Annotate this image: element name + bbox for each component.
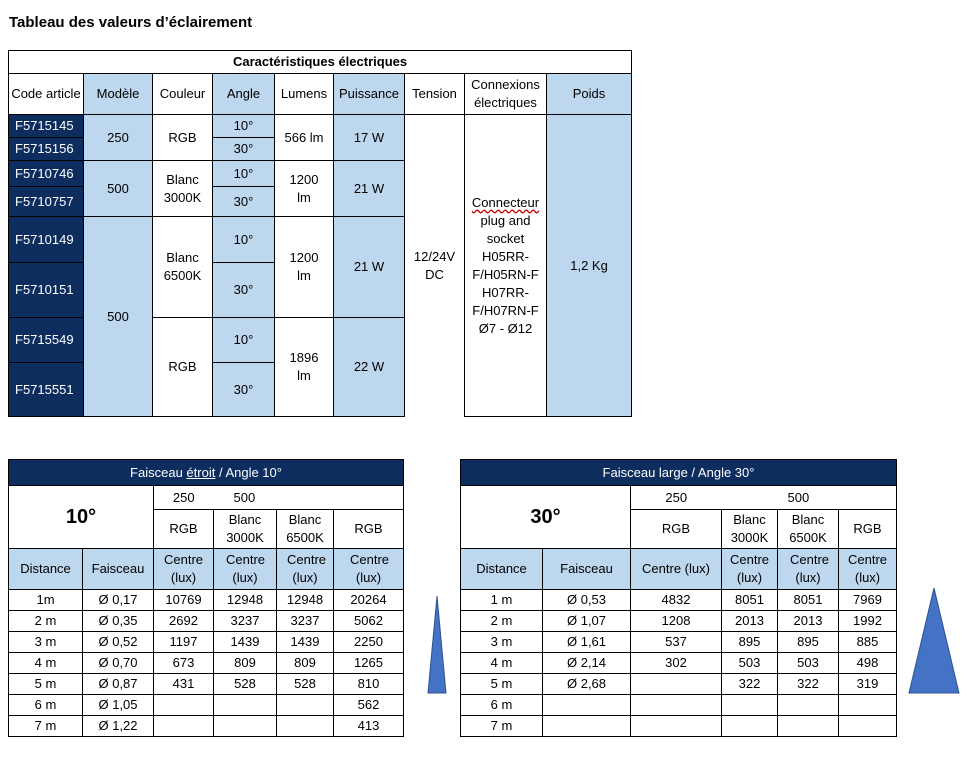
narrow-centre-cell	[154, 695, 214, 716]
wide-distance-cell: 3 m	[461, 632, 543, 653]
col-header-power: Puissance	[334, 74, 405, 115]
wide-centre-cell	[631, 716, 722, 737]
wide-centre-cell: 537	[631, 632, 722, 653]
angle-cell: 10°	[213, 217, 275, 263]
wide-centre-cell: 322	[778, 674, 839, 695]
narrow-distance-cell: 3 m	[9, 632, 83, 653]
angle-cell: 30°	[213, 263, 275, 318]
wide-faisceau-cell: Ø 1,07	[543, 611, 631, 632]
narrow-faisceau-header: Faisceau	[83, 549, 154, 590]
col-header-weight: Poids	[547, 74, 632, 115]
narrow-beam-table	[8, 459, 404, 737]
wide-centre-cell	[839, 716, 897, 737]
narrow-distance-cell: 4 m	[9, 653, 83, 674]
wide-distance-cell: 6 m	[461, 695, 543, 716]
wide-faisceau-cell: Ø 0,53	[543, 590, 631, 611]
wide-row	[461, 674, 897, 695]
narrow-faisceau-cell: Ø 1,22	[83, 716, 154, 737]
col-header-color: Couleur	[153, 74, 213, 115]
narrow-centre-cell: 1439	[277, 632, 334, 653]
narrow-centre-cell	[214, 716, 277, 737]
narrow-centre-cell: 413	[334, 716, 404, 737]
wide-beam-rows	[461, 590, 897, 737]
wide-centre-header: Centre (lux)	[722, 549, 778, 590]
power-cell: 22 W	[334, 318, 405, 417]
code-cell: F5710757	[9, 187, 84, 217]
narrow-centre-cell: 562	[334, 695, 404, 716]
narrow-centre-header: Centre (lux)	[277, 549, 334, 590]
wide-distance-header: Distance	[461, 549, 543, 590]
narrow-centre-cell: 1197	[154, 632, 214, 653]
wide-centre-cell: 8051	[778, 590, 839, 611]
col-header-angle: Angle	[213, 74, 275, 115]
tension-cell: 12/24V DC	[405, 115, 465, 417]
wide-centre-header: Centre (lux)	[839, 549, 897, 590]
wide-faisceau-cell: Ø 2,14	[543, 653, 631, 674]
angle-cell: 10°	[213, 318, 275, 363]
narrow-col-3000k: Blanc 3000K	[214, 510, 277, 549]
narrow-distance-cell: 6 m	[9, 695, 83, 716]
narrow-beam-triangle-icon	[426, 595, 448, 695]
narrow-header-post: / Angle 10°	[215, 464, 282, 480]
wide-centre-cell: 503	[722, 653, 778, 674]
wide-centre-cell: 895	[722, 632, 778, 653]
power-cell: 17 W	[334, 115, 405, 161]
wide-faisceau-cell: Ø 2,68	[543, 674, 631, 695]
narrow-centre-cell	[154, 716, 214, 737]
narrow-faisceau-cell: Ø 0,35	[83, 611, 154, 632]
connexion-word: Connecteur	[471, 194, 540, 210]
wide-col-6500k: Blanc 6500K	[778, 510, 839, 549]
wide-centre-cell	[778, 716, 839, 737]
wide-distance-cell: 7 m	[461, 716, 543, 737]
narrow-centre-cell	[214, 695, 277, 716]
narrow-centre-cell: 2692	[154, 611, 214, 632]
narrow-faisceau-cell: Ø 1,05	[83, 695, 154, 716]
narrow-row	[9, 695, 404, 716]
narrow-centre-cell: 431	[154, 674, 214, 695]
wide-beam-triangle-icon	[907, 587, 961, 695]
narrow-centre-cell: 1439	[214, 632, 277, 653]
angle-cell: 30°	[213, 187, 275, 217]
narrow-row	[9, 611, 404, 632]
weight-cell: 1,2 Kg	[547, 115, 632, 417]
narrow-centre-cell	[277, 695, 334, 716]
narrow-header-word: étroit	[186, 464, 216, 480]
col-header-model: Modèle	[84, 74, 153, 115]
wide-centre-cell: 4832	[631, 590, 722, 611]
narrow-centre-cell: 2250	[334, 632, 404, 653]
narrow-centre-cell: 810	[334, 674, 404, 695]
narrow-centre-cell: 3237	[214, 611, 277, 632]
wide-col-3000k: Blanc 3000K	[722, 510, 778, 549]
model-cell: 500	[84, 161, 153, 217]
wide-angle-label: 30°	[461, 486, 631, 549]
narrow-distance-cell: 7 m	[9, 716, 83, 737]
lumens-cell: 1200 lm	[275, 161, 334, 217]
wide-row	[461, 632, 897, 653]
connexions-cell	[465, 115, 547, 417]
wide-centre-cell: 319	[839, 674, 897, 695]
table1-header: Caractéristiques électriques	[9, 51, 632, 74]
narrow-centre-cell: 5062	[334, 611, 404, 632]
code-cell: F5710151	[9, 263, 84, 318]
narrow-centre-cell: 809	[214, 653, 277, 674]
wide-distance-cell: 1 m	[461, 590, 543, 611]
wide-centre-cell: 322	[722, 674, 778, 695]
wide-centre-cell	[839, 695, 897, 716]
narrow-row	[9, 632, 404, 653]
narrow-centre-cell: 528	[214, 674, 277, 695]
narrow-row	[9, 590, 404, 611]
narrow-centre-header: Centre (lux)	[154, 549, 214, 590]
lumens-cell: 566 lm	[275, 115, 334, 161]
wide-centre-cell: 1992	[839, 611, 897, 632]
wide-centre-header: Centre (lux)	[778, 549, 839, 590]
code-cell: F5710746	[9, 161, 84, 187]
col-header-connexions: Connexions électriques	[465, 74, 547, 115]
narrow-faisceau-cell: Ø 0,87	[83, 674, 154, 695]
wide-row	[461, 695, 897, 716]
wide-model-250: 250	[631, 486, 722, 510]
narrow-faisceau-cell: Ø 0,52	[83, 632, 154, 653]
wide-col-rgb2: RGB	[839, 510, 897, 549]
narrow-centre-cell: 673	[154, 653, 214, 674]
narrow-distance-cell: 1m	[9, 590, 83, 611]
wide-distance-cell: 2 m	[461, 611, 543, 632]
code-cell: F5715156	[9, 138, 84, 161]
wide-centre-cell	[631, 695, 722, 716]
wide-distance-cell: 5 m	[461, 674, 543, 695]
narrow-centre-cell: 3237	[277, 611, 334, 632]
narrow-faisceau-cell: Ø 0,17	[83, 590, 154, 611]
narrow-distance-header: Distance	[9, 549, 83, 590]
electrical-characteristics-table	[8, 50, 632, 417]
narrow-centre-cell: 20264	[334, 590, 404, 611]
wide-centre-cell: 7969	[839, 590, 897, 611]
color-cell: Blanc 3000K	[153, 161, 213, 217]
model-cell: 250	[84, 115, 153, 161]
narrow-model-500: 500	[214, 486, 404, 510]
wide-centre-cell: 2013	[778, 611, 839, 632]
color-cell: RGB	[153, 318, 213, 417]
wide-centre-cell	[722, 716, 778, 737]
wide-centre-cell: 8051	[722, 590, 778, 611]
narrow-beam-rows	[9, 590, 404, 737]
wide-centre-cell: 885	[839, 632, 897, 653]
angle-cell: 30°	[213, 363, 275, 417]
wide-centre-cell: 503	[778, 653, 839, 674]
color-cell: Blanc 6500K	[153, 217, 213, 318]
wide-col-rgb: RGB	[631, 510, 722, 549]
narrow-centre-cell	[277, 716, 334, 737]
col-header-tension: Tension	[405, 74, 465, 115]
code-cell: F5715145	[9, 115, 84, 138]
narrow-row	[9, 674, 404, 695]
narrow-row	[9, 653, 404, 674]
narrow-row	[9, 716, 404, 737]
wide-centre-cell: 302	[631, 653, 722, 674]
angle-cell: 30°	[213, 138, 275, 161]
narrow-centre-cell: 528	[277, 674, 334, 695]
wide-faisceau-cell	[543, 695, 631, 716]
wide-centre-cell	[722, 695, 778, 716]
narrow-centre-cell: 12948	[277, 590, 334, 611]
wide-row	[461, 590, 897, 611]
wide-centre-header: Centre (lux)	[631, 549, 722, 590]
wide-faisceau-cell	[543, 716, 631, 737]
wide-centre-cell: 498	[839, 653, 897, 674]
narrow-centre-header: Centre (lux)	[334, 549, 404, 590]
angle-cell: 10°	[213, 161, 275, 187]
narrow-centre-cell: 12948	[214, 590, 277, 611]
wide-centre-cell	[631, 674, 722, 695]
power-cell: 21 W	[334, 161, 405, 217]
narrow-model-250: 250	[154, 486, 214, 510]
narrow-distance-cell: 5 m	[9, 674, 83, 695]
wide-beam-header: Faisceau large / Angle 30°	[461, 460, 897, 486]
narrow-centre-cell: 1265	[334, 653, 404, 674]
narrow-distance-cell: 2 m	[9, 611, 83, 632]
narrow-col-6500k: Blanc 6500K	[277, 510, 334, 549]
col-header-code: Code article	[9, 74, 84, 115]
wide-centre-cell: 1208	[631, 611, 722, 632]
wide-faisceau-header: Faisceau	[543, 549, 631, 590]
wide-row	[461, 611, 897, 632]
col-header-lumens: Lumens	[275, 74, 334, 115]
wide-model-500: 500	[722, 486, 897, 510]
model-cell: 500	[84, 217, 153, 417]
narrow-centre-header: Centre (lux)	[214, 549, 277, 590]
wide-faisceau-cell: Ø 1,61	[543, 632, 631, 653]
power-cell: 21 W	[334, 217, 405, 318]
lumens-cell: 1896 lm	[275, 318, 334, 417]
narrow-centre-cell: 10769	[154, 590, 214, 611]
wide-distance-cell: 4 m	[461, 653, 543, 674]
wide-centre-cell	[778, 695, 839, 716]
narrow-header-pre: Faisceau	[130, 464, 187, 480]
narrow-faisceau-cell: Ø 0,70	[83, 653, 154, 674]
wide-row	[461, 653, 897, 674]
narrow-angle-label: 10°	[9, 486, 154, 549]
code-cell: F5710149	[9, 217, 84, 263]
narrow-col-rgb2: RGB	[334, 510, 404, 549]
narrow-centre-cell: 809	[277, 653, 334, 674]
wide-row	[461, 716, 897, 737]
color-cell: RGB	[153, 115, 213, 161]
narrow-beam-header	[9, 460, 404, 486]
wide-centre-cell: 895	[778, 632, 839, 653]
page-title: Tableau des valeurs d’éclairement	[9, 14, 253, 31]
code-cell: F5715549	[9, 318, 84, 363]
angle-cell: 10°	[213, 115, 275, 138]
code-cell: F5715551	[9, 363, 84, 417]
narrow-col-rgb: RGB	[154, 510, 214, 549]
connexion-details: plug and socket H05RR-F/H05RN-F H07RR-F/H07RN-F Ø7 - Ø12	[472, 212, 539, 336]
lumens-cell: 1200 lm	[275, 217, 334, 318]
wide-centre-cell: 2013	[722, 611, 778, 632]
wide-beam-table	[460, 459, 897, 737]
